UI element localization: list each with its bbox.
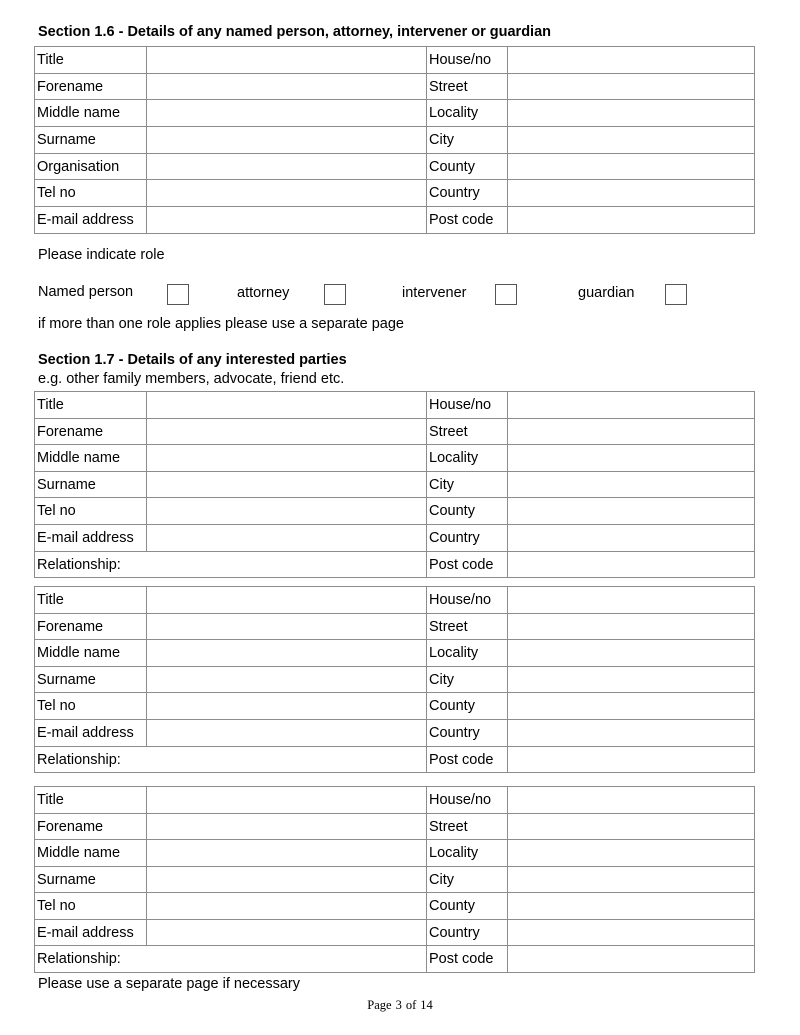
field-input[interactable]: [147, 207, 427, 234]
field-input[interactable]: [508, 392, 755, 419]
named-person-checkbox[interactable]: [167, 284, 189, 305]
field-label: Forename: [35, 419, 147, 445]
table-row: [35, 946, 755, 973]
field-input[interactable]: [147, 667, 427, 693]
table-row: [35, 587, 755, 614]
field-label: E-mail address: [35, 207, 147, 234]
field-input[interactable]: [508, 787, 755, 814]
field-label: Surname: [35, 127, 147, 154]
table-row: [35, 667, 755, 693]
field-label: Post code: [427, 747, 508, 773]
field-label: Tel no: [35, 180, 147, 207]
field-label: Street: [427, 814, 508, 840]
field-label: Title: [35, 787, 147, 814]
field-input[interactable]: [147, 47, 427, 74]
field-input[interactable]: [508, 920, 755, 946]
table-row: [35, 920, 755, 946]
field-input[interactable]: [508, 472, 755, 498]
field-input[interactable]: [508, 154, 755, 180]
table-row: [35, 392, 755, 419]
field-input[interactable]: [508, 552, 755, 578]
field-label: E-mail address: [35, 525, 147, 552]
field-input[interactable]: [508, 946, 755, 973]
field-label: Middle name: [35, 100, 147, 127]
table-row: [35, 614, 755, 640]
field-label: Middle name: [35, 640, 147, 667]
field-label: E-mail address: [35, 720, 147, 747]
table-row: [35, 640, 755, 667]
field-label: Title: [35, 392, 147, 419]
field-input[interactable]: [508, 614, 755, 640]
relationship-field[interactable]: Relationship:: [35, 552, 427, 578]
field-input[interactable]: [508, 47, 755, 74]
field-input[interactable]: [147, 498, 427, 525]
field-label: Country: [427, 720, 508, 747]
field-label: Title: [35, 587, 147, 614]
field-label: Surname: [35, 867, 147, 893]
table-row: [35, 154, 755, 180]
field-label: Surname: [35, 472, 147, 498]
attorney-checkbox[interactable]: [324, 284, 346, 305]
field-label: County: [427, 154, 508, 180]
interested-party-table-1: [34, 391, 755, 578]
footer-prefix: Page: [367, 998, 392, 1012]
field-input[interactable]: [147, 867, 427, 893]
field-label: County: [427, 693, 508, 720]
field-input[interactable]: [147, 445, 427, 472]
field-label: Post code: [427, 207, 508, 234]
field-label: Post code: [427, 552, 508, 578]
section-1-7-subheading: e.g. other family members, advocate, friend etc.: [38, 371, 345, 387]
field-input[interactable]: [508, 587, 755, 614]
table-row: [35, 525, 755, 552]
field-label: Organisation: [35, 154, 147, 180]
field-label: Locality: [427, 640, 508, 667]
field-input[interactable]: [508, 498, 755, 525]
field-label: Locality: [427, 100, 508, 127]
field-input[interactable]: [147, 74, 427, 100]
table-row: [35, 814, 755, 840]
field-label: House/no: [427, 787, 508, 814]
field-input[interactable]: [508, 445, 755, 472]
field-label: Surname: [35, 667, 147, 693]
field-label: Locality: [427, 840, 508, 867]
field-label: County: [427, 893, 508, 920]
table-row: [35, 180, 755, 207]
field-input[interactable]: [147, 587, 427, 614]
table-row: [35, 693, 755, 720]
table-row: [35, 100, 755, 127]
field-label: Street: [427, 419, 508, 445]
field-label: Middle name: [35, 445, 147, 472]
field-label: Title: [35, 47, 147, 74]
field-input[interactable]: [147, 614, 427, 640]
field-input[interactable]: [147, 127, 427, 154]
role-label-intervener: intervener: [402, 285, 467, 301]
role-label-attorney: attorney: [237, 285, 290, 301]
field-label: City: [427, 472, 508, 498]
field-input[interactable]: [147, 693, 427, 720]
field-input[interactable]: [508, 100, 755, 127]
field-label: Country: [427, 180, 508, 207]
field-input[interactable]: [147, 154, 427, 180]
table-row: [35, 207, 755, 234]
field-label: House/no: [427, 392, 508, 419]
field-label: Tel no: [35, 693, 147, 720]
table-row: [35, 840, 755, 867]
field-label: Street: [427, 614, 508, 640]
field-input[interactable]: [147, 419, 427, 445]
field-input[interactable]: [508, 74, 755, 100]
closing-note: Please use a separate page if necessary: [38, 976, 300, 992]
field-label: City: [427, 127, 508, 154]
field-label: County: [427, 498, 508, 525]
field-input[interactable]: [147, 787, 427, 814]
field-label: Country: [427, 525, 508, 552]
field-input[interactable]: [147, 180, 427, 207]
field-label: House/no: [427, 47, 508, 74]
field-input[interactable]: [508, 693, 755, 720]
field-input[interactable]: [508, 893, 755, 920]
field-input[interactable]: [147, 814, 427, 840]
role-label-guardian: guardian: [578, 285, 635, 301]
table-row: [35, 445, 755, 472]
field-label: Country: [427, 920, 508, 946]
field-label: City: [427, 667, 508, 693]
footer-of: of: [405, 998, 417, 1012]
field-input[interactable]: [508, 867, 755, 893]
field-input[interactable]: [508, 525, 755, 552]
table-row: [35, 867, 755, 893]
field-label: E-mail address: [35, 920, 147, 946]
interested-party-table-2: [34, 586, 755, 773]
field-label: City: [427, 867, 508, 893]
table-row: [35, 720, 755, 747]
page-total: 14: [420, 998, 433, 1012]
field-input[interactable]: [147, 525, 427, 552]
field-label: Forename: [35, 74, 147, 100]
field-label: Middle name: [35, 840, 147, 867]
field-input[interactable]: [508, 127, 755, 154]
section-1-7-heading: Section 1.7 - Details of any interested parties: [38, 352, 347, 368]
section-1-6-heading: Section 1.6 - Details of any named person, attorney, intervener or guardian: [38, 24, 552, 40]
guardian-checkbox[interactable]: [665, 284, 687, 305]
role-note: if more than one role applies please use a separate page: [38, 316, 404, 332]
field-input[interactable]: [147, 640, 427, 667]
field-input[interactable]: [147, 392, 427, 419]
field-input[interactable]: [508, 814, 755, 840]
field-input[interactable]: [508, 720, 755, 747]
field-input[interactable]: [508, 840, 755, 867]
field-input[interactable]: [147, 893, 427, 920]
table-row: [35, 787, 755, 814]
field-input[interactable]: [508, 419, 755, 445]
field-label: Tel no: [35, 498, 147, 525]
table-row: [35, 472, 755, 498]
field-input[interactable]: [147, 920, 427, 946]
table-row: [35, 747, 755, 773]
table-row: [35, 127, 755, 154]
field-input[interactable]: [508, 640, 755, 667]
field-input[interactable]: [508, 747, 755, 773]
field-label: House/no: [427, 587, 508, 614]
field-input[interactable]: [147, 472, 427, 498]
named-person-table: [34, 46, 755, 234]
table-row: [35, 74, 755, 100]
field-label: Post code: [427, 946, 508, 973]
field-label: Street: [427, 74, 508, 100]
table-row: [35, 419, 755, 445]
role-prompt: Please indicate role: [38, 247, 165, 263]
table-row: [35, 552, 755, 578]
field-label: Tel no: [35, 893, 147, 920]
interested-party-table-3: [34, 786, 755, 973]
page-footer: [0, 998, 800, 1013]
role-label-named-person: Named person: [38, 284, 134, 300]
page-number: 3: [395, 998, 402, 1012]
field-input[interactable]: [508, 180, 755, 207]
field-input[interactable]: [147, 720, 427, 747]
table-row: [35, 498, 755, 525]
table-row: [35, 47, 755, 74]
field-input[interactable]: [147, 100, 427, 127]
field-input[interactable]: [508, 207, 755, 234]
field-input[interactable]: [508, 667, 755, 693]
relationship-field[interactable]: Relationship:: [35, 946, 427, 973]
relationship-field[interactable]: Relationship:: [35, 747, 427, 773]
intervener-checkbox[interactable]: [495, 284, 517, 305]
field-input[interactable]: [147, 840, 427, 867]
table-row: [35, 893, 755, 920]
field-label: Forename: [35, 814, 147, 840]
field-label: Locality: [427, 445, 508, 472]
field-label: Forename: [35, 614, 147, 640]
